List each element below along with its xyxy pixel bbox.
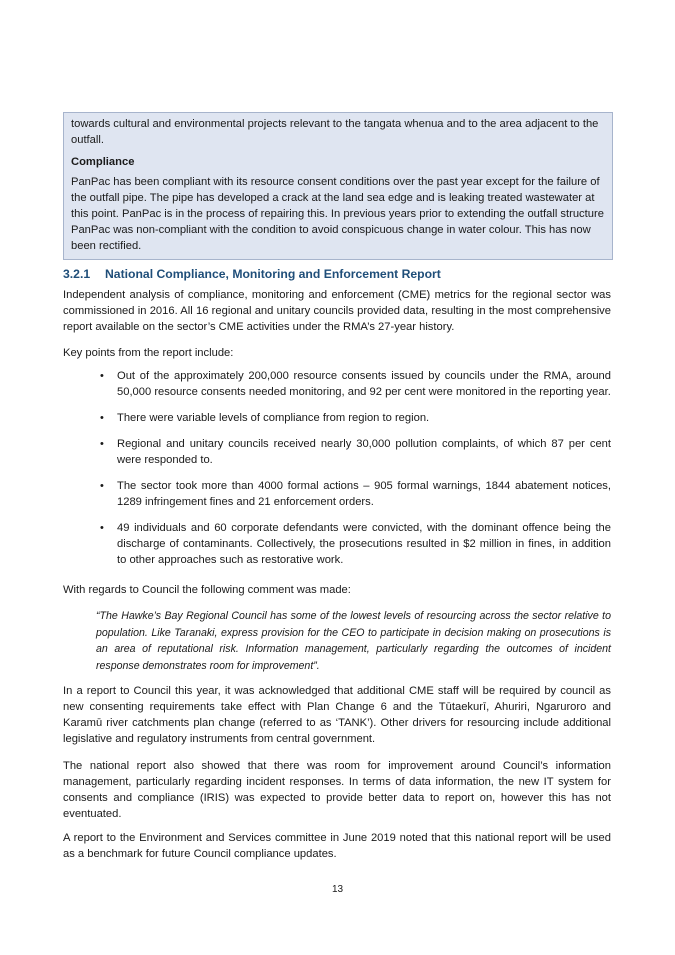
list-item-text: Out of the approximately 200,000 resource consents issued by councils under the RMA, around 50,000 resource consents needed monitoring, and 92 per cent were monitored in the reporting year. <box>117 370 611 398</box>
list-item-text: 49 individuals and 60 corporate defendants were convicted, with the dominant offence being the discharge of contaminants. Collectively, the prosecutions resulted in $2 million in fines, in addition to other approaches such as restorative work. <box>117 522 611 566</box>
bullet-icon: • <box>100 522 104 534</box>
bullet-icon: • <box>100 370 104 382</box>
list-item <box>63 478 611 510</box>
callout-continuation-text: towards cultural and environmental projects relevant to the tangata whenua and to the area adjacent to the outfall. <box>71 118 599 146</box>
callout-heading: Compliance <box>71 156 135 168</box>
intro-text: Independent analysis of compliance, monitoring and enforcement (CME) metrics for the regional sector was commissioned in 2016. All 16 regional and unitary councils provided data, resulting in the most comprehensive report available on the sector’s CME activities under the RMA’s 27-year history. <box>63 289 611 333</box>
intro-paragraph <box>63 287 611 335</box>
paragraph-text: In a report to Council this year, it was acknowledged that additional CME staff will be required by council as new consenting requirements take effect with Plan Change 6 and the Tūtaekurī, Ahuriri, Ngaruroro and Karamū river catchments plan change (referred to as ‘TANK’). Other drivers for resourcing include additional legislative and regulatory instruments from central government. <box>63 685 611 745</box>
council-quote: “The Hawke’s Bay Regional Council has some of the lowest levels of resourcing across the sector relative to population. Like Taranaki, express provision for the CEO to participate in decision making on prosecutions is an area of reputational risk. Information management, particularly regarding the outcomes of incident response demonstrates room for improvement”. <box>96 610 611 672</box>
paragraph-text: A report to the Environment and Services committee in June 2019 noted that this national report will be used as a benchmark for future Council compliance updates. <box>63 832 611 860</box>
bullet-icon: • <box>100 412 104 424</box>
section-number: 3.2.1 <box>63 267 91 281</box>
paragraph-national-report <box>63 758 611 822</box>
list-item-text: There were variable levels of compliance from region to region. <box>117 412 430 424</box>
key-points-lead-text: Key points from the report include: <box>63 347 234 359</box>
list-item <box>63 520 611 568</box>
list-item-text: Regional and unitary councils received nearly 30,000 pollution complaints, of which 87 per cent were responded to. <box>117 438 611 466</box>
bullet-icon: • <box>100 438 104 450</box>
bullet-icon: • <box>100 480 104 492</box>
callout-body-text: PanPac has been compliant with its resource consent conditions over the past year except for the failure of the outfall pipe. The pipe has developed a crack at the land sea edge and is leaking treated wastewater at this point. PanPac is in the process of repairing this. In previous years prior to extending the outfall structure PanPac was non-compliant with the condition to avoid conspicuous change in water colour. This has now been rectified. <box>71 176 604 252</box>
panpac-callout-box <box>63 112 613 260</box>
key-points-list <box>63 368 611 578</box>
list-item <box>63 410 611 426</box>
comment-lead-text: With regards to Council the following comment was made: <box>63 584 351 596</box>
key-points-lead <box>63 345 611 361</box>
comment-lead <box>63 582 611 598</box>
page-number: 13 <box>331 884 344 895</box>
paragraph-benchmark <box>63 830 611 862</box>
paragraph-cme-staff <box>63 683 611 747</box>
paragraph-text: The national report also showed that there was room for improvement around Council’s information management, particularly regarding incident responses. In terms of data information, the new IT system for consents and compliance (IRIS) was expected to provide better data to report on, however this has not eventuated. <box>63 760 611 820</box>
section-title-text: National Compliance, Monitoring and Enforcement Report <box>105 267 441 281</box>
list-item <box>63 368 611 400</box>
section-heading <box>63 266 623 282</box>
list-item <box>63 436 611 468</box>
list-item-text: The sector took more than 4000 formal actions – 905 formal warnings, 1844 abatement notices, 1289 infringement fines and 21 enforcement orders. <box>117 480 611 508</box>
